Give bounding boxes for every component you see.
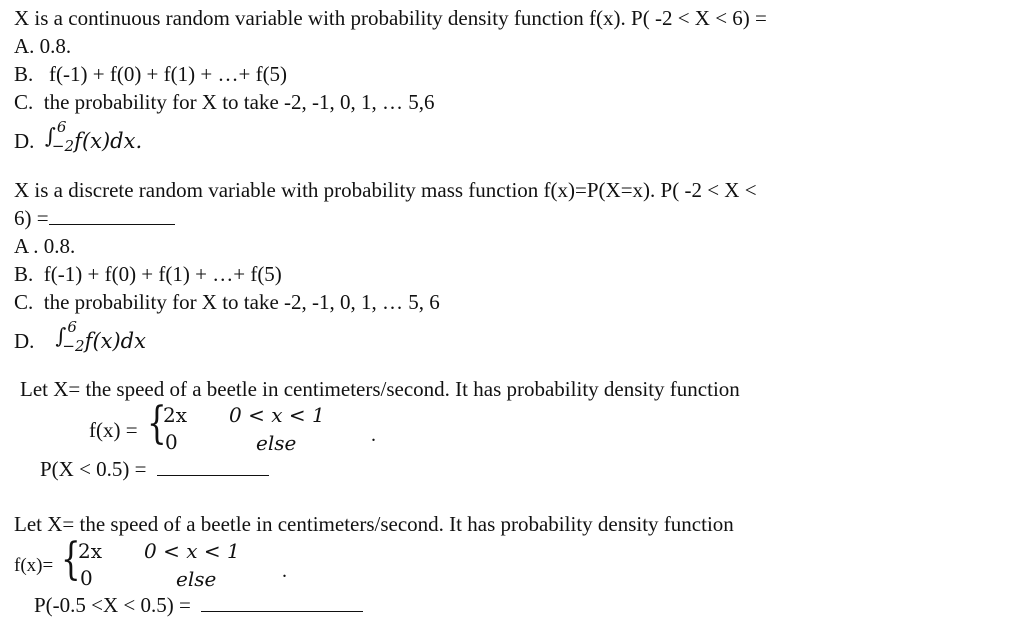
q2-option-d (14, 318, 146, 355)
q3-case2-cond: else (256, 431, 297, 455)
q1-integral-upper: 6 (56, 118, 67, 136)
q1-integral-lower: −2 (51, 137, 75, 155)
q4-answer-blank[interactable] (201, 593, 363, 612)
q2-stem-line2-text: 6) = (14, 206, 49, 230)
q4-piecewise (0, 534, 1024, 594)
q3-fx-label: f(x) = (89, 418, 138, 442)
q3-question (40, 457, 269, 481)
q4-case2-value: 0 (80, 566, 93, 590)
q2-option-b (14, 262, 282, 286)
q1-integral-body: f(x)dx. (74, 129, 143, 153)
q3-question-text: P(X < 0.5) = (40, 457, 147, 481)
q2-integral-lower: −2 (62, 337, 85, 355)
q2-option-b-label: B. (14, 262, 34, 286)
q1-option-c (14, 90, 435, 114)
q2-option-c (14, 290, 440, 314)
q2-integral-upper: 6 (67, 318, 77, 336)
left-brace-icon: { (147, 398, 167, 449)
q2-stem-line1: X is a discrete random variable with probability mass function f(x)=P(X=x). P( -2 < X < (14, 178, 757, 202)
q4-period: . (282, 560, 287, 582)
q4-question-text: P(-0.5 <X < 0.5) = (34, 593, 191, 617)
integral-sign-icon: ∫ (55, 324, 67, 348)
left-brace-icon: { (61, 534, 81, 585)
q2-option-c-label: C. (14, 290, 34, 314)
q4-fx-label: f(x)= (14, 555, 54, 576)
q2-option-a: A . 0.8. (14, 234, 76, 258)
q4-question (34, 593, 363, 617)
q3-period: . (371, 424, 376, 446)
q2-answer-blank[interactable] (49, 206, 175, 225)
q1-option-a: A. 0.8. (14, 34, 72, 58)
q1-option-b-text: f(-1) + f(0) + f(1) + …+ f(5) (49, 62, 288, 86)
q3-case2-value: 0 (165, 430, 178, 454)
q1-stem: X is a continuous random variable with probability density function f(x). P( -2 < X < 6) = (14, 6, 767, 30)
q4-stem: Let X= the speed of a beetle in centimeters/second. It has probability density function (14, 512, 734, 536)
q3-piecewise (0, 398, 1024, 458)
q2-option-b-text: f(-1) + f(0) + f(1) + …+ f(5) (43, 262, 282, 286)
q2-option-d-label: D. (14, 329, 35, 353)
q2-integral-body: f(x)dx (84, 329, 146, 353)
q2-integral (55, 318, 85, 355)
q1-integral (44, 118, 75, 155)
q1-option-c-label: C. (14, 90, 34, 114)
q1-option-d-label: D. (14, 129, 35, 153)
q4-case2-cond: else (176, 567, 217, 591)
q2-stem-line2 (14, 206, 175, 230)
q1-option-d (14, 118, 143, 155)
q1-option-c-text: the probability for X to take -2, -1, 0, 1, … 5,6 (43, 90, 435, 114)
q4-case1-cond: 0 < x < 1 (144, 539, 240, 563)
integral-sign-icon: ∫ (44, 124, 56, 148)
q3-case1-cond: 0 < x < 1 (229, 403, 325, 427)
q3-case1-value: 2x (163, 403, 188, 427)
q1-option-b-label: B. (14, 62, 34, 86)
q4-case1-value: 2x (78, 539, 103, 563)
q2-option-c-text: the probability for X to take -2, -1, 0, 1, … 5, 6 (43, 290, 440, 314)
q1-option-b (14, 62, 287, 86)
q3-stem: Let X= the speed of a beetle in centimeters/second. It has probability density function (20, 377, 740, 401)
q3-answer-blank[interactable] (157, 457, 269, 476)
